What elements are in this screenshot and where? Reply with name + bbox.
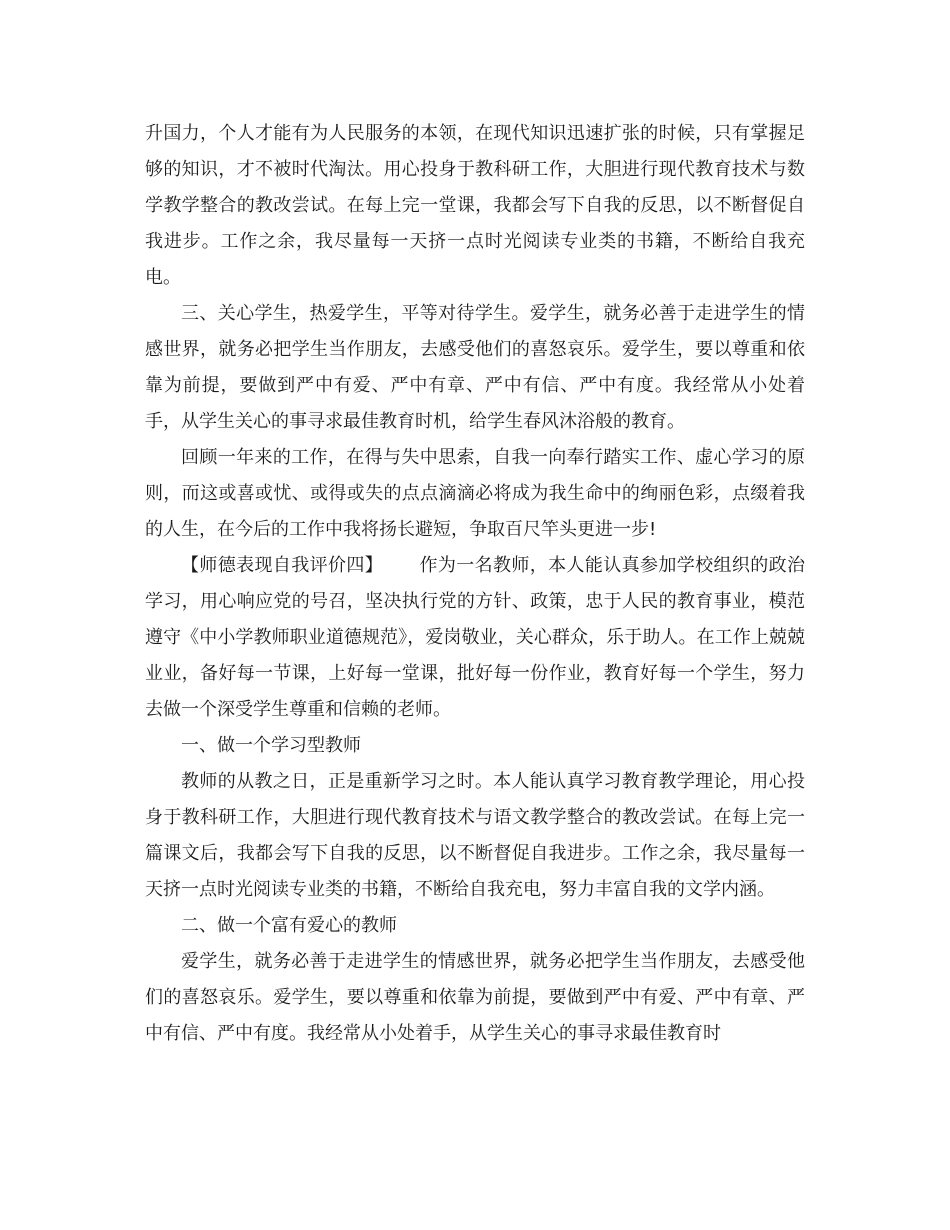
paragraph-evaluation-four <box>145 548 805 728</box>
document-body <box>145 116 805 1052</box>
subheading-learning-teacher: 一、做一个学习型教师 <box>181 735 361 756</box>
paragraph-continuation: 升国力，个人才能有为人民服务的本领，在现代知识迅速扩张的时候，只有掌握足够的知识，才不被时代淘汰。用心投身于教科研工作，大胆进行现代教育技术与数学教学整合的教改尝试。在每上完一堂课，我都会写下自我的反思，以不断督促自我进步。工作之余，我尽量每一天挤一点时光阅读专业类的书籍，不断给自我充电。 <box>145 123 805 288</box>
paragraph-care-students: 三、关心学生，热爱学生，平等对待学生。爱学生，就务必善于走进学生的情感世界，就务必把学生当作朋友，去感受他们的喜怒哀乐。爱学生，要以尊重和依靠为前提，要做到严中有爱、严中有章、严中有信、严中有度。我经常从小处着手，从学生关心的事寻求最佳教育时机，给学生春风沐浴般的教育。 <box>145 303 805 432</box>
paragraph-learning: 教师的从教之日，正是重新学习之时。本人能认真学习教育教学理论，用心投身于教科研工作，大胆进行现代教育技术与语文教学整合的教改尝试。在每上完一篇课文后，我都会写下自我的反思，以不断督促自我进步。工作之余，我尽量每一天挤一点时光阅读专业类的书籍，不断给自我充电，努力丰富自我的文学内涵。 <box>145 771 805 900</box>
paragraph-caring: 爱学生，就务必善于走进学生的情感世界，就务必把学生当作朋友，去感受他们的喜怒哀乐。爱学生，要以尊重和依靠为前提，要做到严中有爱、严中有章、严中有信、严中有度。我经常从小处着手，从学生关心的事寻求最佳教育时 <box>145 951 805 1044</box>
subheading-caring-teacher: 二、做一个富有爱心的教师 <box>181 915 397 936</box>
evaluation-four-text: 作为一名教师，本人能认真参加学校组织的政治学习，用心响应党的号召，坚决执行党的方针、政策，忠于人民的教育事业，模范遵守《中小学教师职业道德规范》，爱岗敬业，关心群众，乐于助人。在工作上兢兢业业，备好每一节课，上好每一堂课，批好每一份作业，教育好每一个学生，努力去做一个深受学生尊重和信赖的老师。 <box>145 555 805 720</box>
section-heading: 【师德表现自我评价四】 <box>181 555 384 576</box>
paragraph-review: 回顾一年来的工作，在得与失中思索，自我一向奉行踏实工作、虚心学习的原则，而这或喜或忧、或得或失的点点滴滴必将成为我生命中的绚丽色彩，点缀着我的人生，在今后的工作中我将扬长避短，争取百尺竿头更进一步! <box>145 447 805 540</box>
